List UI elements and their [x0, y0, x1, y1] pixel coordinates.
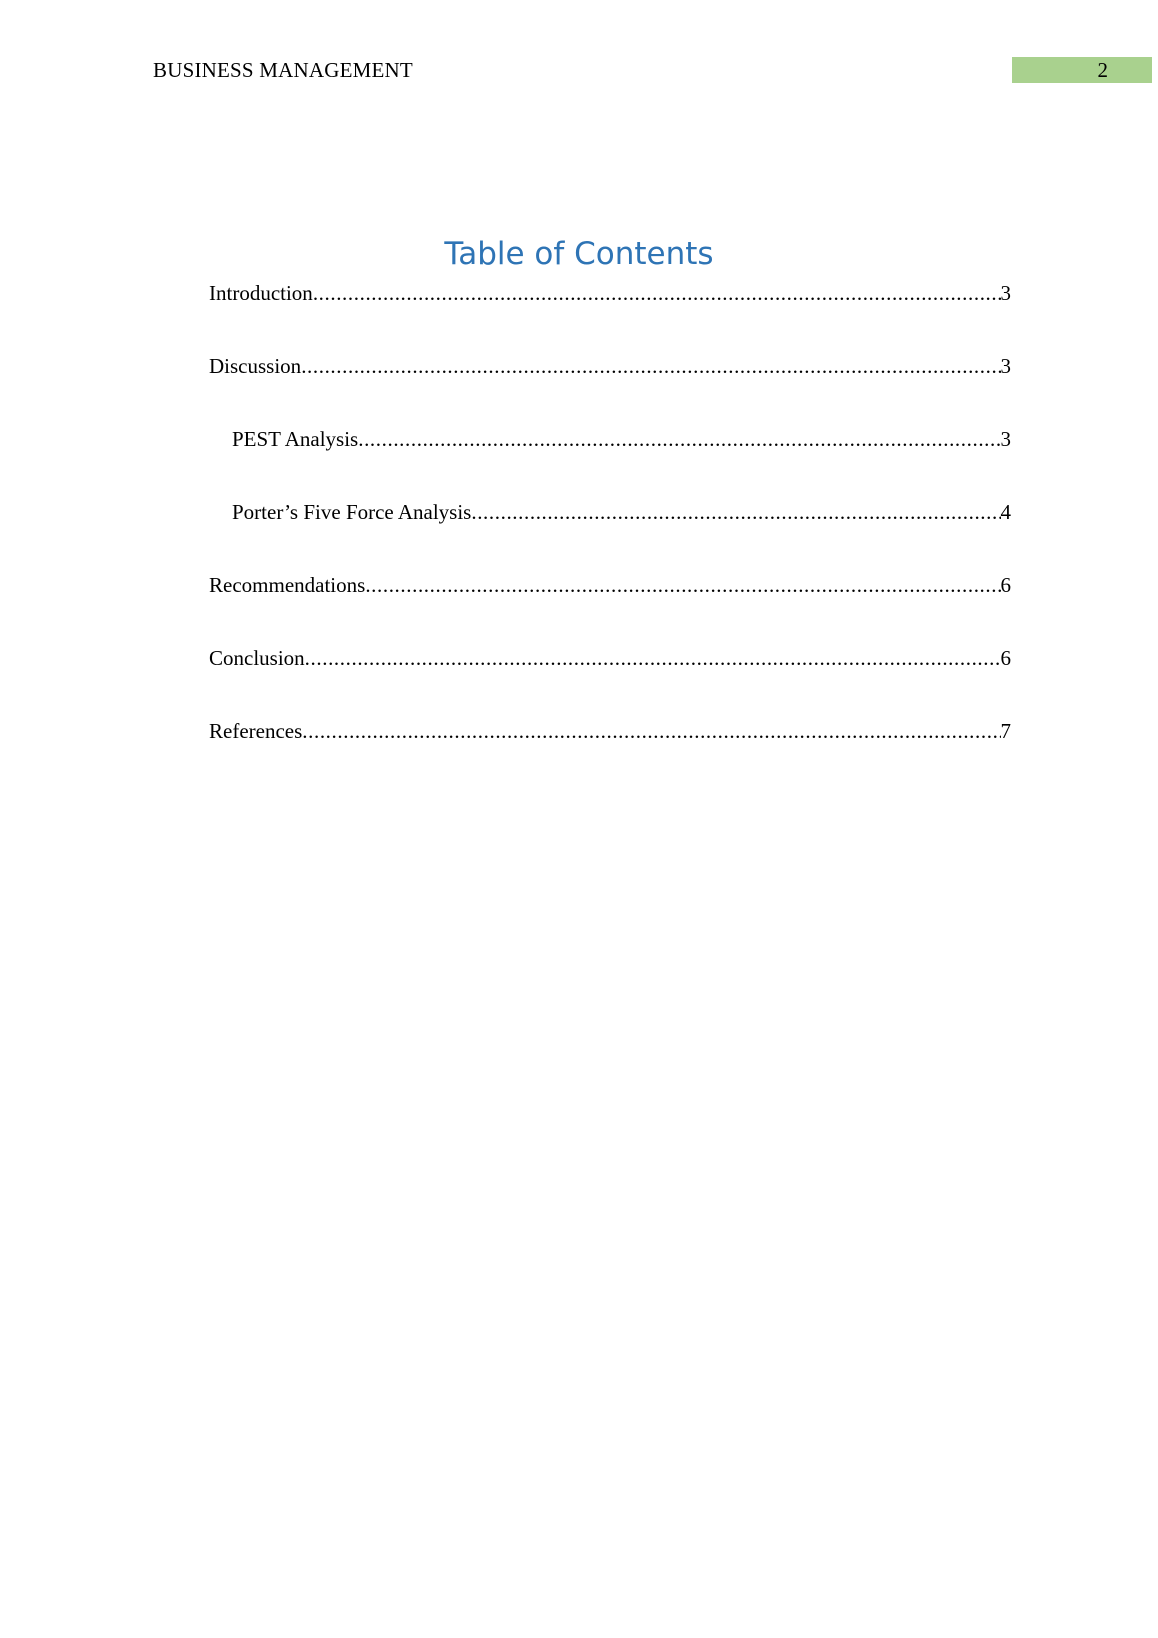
toc-dot-leader: [302, 716, 1000, 746]
toc-entry-label: Discussion: [209, 354, 302, 378]
toc-entry-page: 6: [1000, 573, 1011, 597]
toc-entry-recommendations[interactable]: [209, 570, 1011, 643]
toc-dot-leader: [365, 570, 1000, 600]
toc-entry-conclusion[interactable]: [209, 643, 1011, 716]
table-of-contents: [209, 278, 1011, 789]
toc-entry-porters-five-force[interactable]: [209, 497, 1011, 570]
toc-entry-discussion[interactable]: [209, 351, 1011, 424]
toc-dot-leader: [313, 278, 1001, 308]
toc-entry-page: 4: [1000, 500, 1011, 524]
toc-entry-label: Conclusion: [209, 646, 305, 670]
toc-entry-introduction[interactable]: [209, 278, 1011, 351]
toc-entry-page: 3: [1000, 427, 1011, 451]
toc-entry-references[interactable]: [209, 716, 1011, 789]
toc-entry-label: Recommendations: [209, 573, 366, 597]
toc-dot-leader: [301, 351, 1000, 381]
page-number-badge: 2: [1012, 57, 1152, 83]
toc-entry-label: References: [209, 719, 303, 743]
toc-heading: Table of Contents: [444, 236, 714, 272]
toc-entry-page: 3: [1000, 281, 1011, 305]
toc-entry-label: PEST Analysis: [232, 427, 359, 451]
toc-dot-leader: [305, 643, 1001, 673]
toc-entry-label: Introduction: [209, 281, 313, 305]
running-header: BUSINESS MANAGEMENT: [153, 58, 413, 82]
toc-entry-page: 6: [1000, 646, 1011, 670]
toc-entry-pest-analysis[interactable]: [209, 424, 1011, 497]
toc-entry-page: 7: [1000, 719, 1011, 743]
toc-dot-leader: [471, 497, 1000, 527]
toc-dot-leader: [358, 424, 1000, 454]
toc-entry-label: Porter’s Five Force Analysis: [232, 500, 472, 524]
toc-entry-page: 3: [1000, 354, 1011, 378]
